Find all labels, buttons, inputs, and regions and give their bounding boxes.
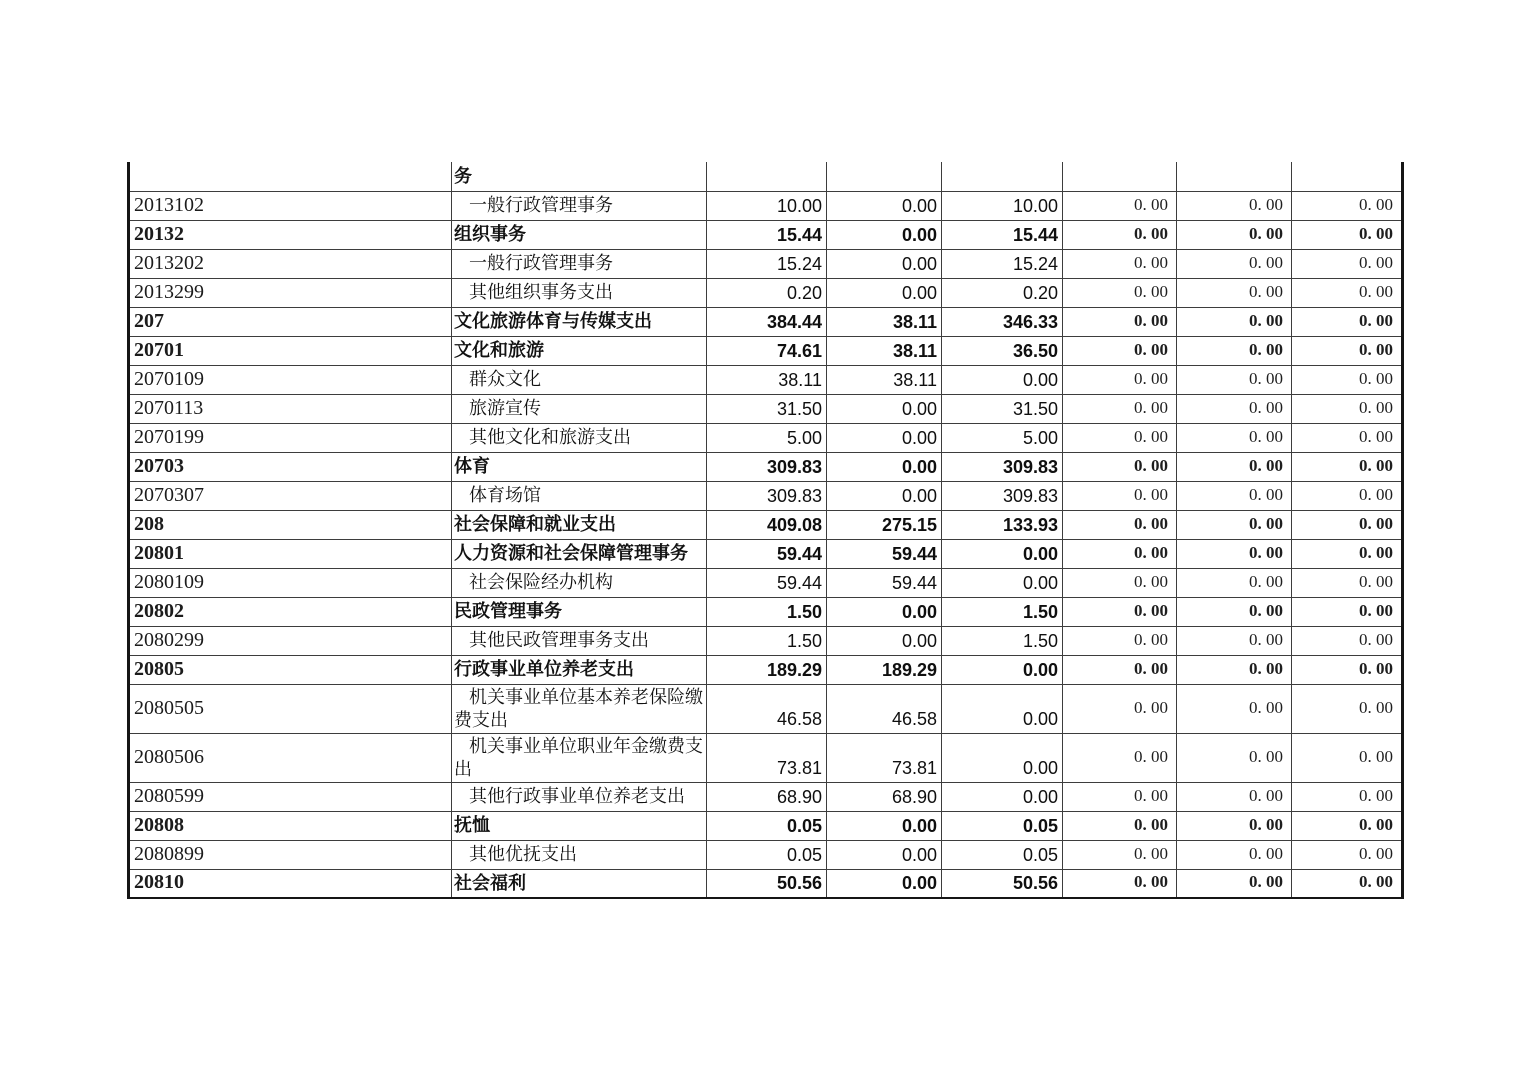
row-value-cell-1: 15.24 <box>707 249 827 278</box>
row-value-cell-4: 0. 00 <box>1063 452 1177 481</box>
row-value-cell-6: 0. 00 <box>1292 811 1403 840</box>
row-code-cell: 2080505 <box>129 684 452 733</box>
row-value-cell-3: 0.00 <box>942 655 1063 684</box>
row-value-cell-4: 0. 00 <box>1063 811 1177 840</box>
row-value-cell-6: 0. 00 <box>1292 626 1403 655</box>
row-value-cell-5: 0. 00 <box>1177 733 1292 782</box>
row-value-cell-1: 38.11 <box>707 365 827 394</box>
row-name-cell: 一般行政管理事务 <box>452 249 707 278</box>
row-value-cell-5: 0. 00 <box>1177 423 1292 452</box>
row-value-cell-1: 189.29 <box>707 655 827 684</box>
row-value-cell-5 <box>1177 162 1292 191</box>
row-code-cell: 2080899 <box>129 840 452 869</box>
row-value-cell-4: 0. 00 <box>1063 336 1177 365</box>
row-value-cell-2: 0.00 <box>827 481 942 510</box>
row-value-cell-2: 46.58 <box>827 684 942 733</box>
row-value-cell-6: 0. 00 <box>1292 249 1403 278</box>
row-value-cell-2: 59.44 <box>827 568 942 597</box>
row-value-cell-2: 38.11 <box>827 307 942 336</box>
row-value-cell-3: 1.50 <box>942 626 1063 655</box>
row-value-cell-5: 0. 00 <box>1177 278 1292 307</box>
row-value-cell-6: 0. 00 <box>1292 510 1403 539</box>
row-value-cell-1: 0.20 <box>707 278 827 307</box>
table-row <box>129 568 1403 597</box>
row-value-cell-3: 309.83 <box>942 452 1063 481</box>
row-value-cell-4: 0. 00 <box>1063 220 1177 249</box>
row-name-cell: 群众文化 <box>452 365 707 394</box>
row-code-cell: 2080109 <box>129 568 452 597</box>
row-value-cell-3: 133.93 <box>942 510 1063 539</box>
row-value-cell-2: 0.00 <box>827 811 942 840</box>
row-value-cell-1: 31.50 <box>707 394 827 423</box>
table-row <box>129 220 1403 249</box>
row-value-cell-4: 0. 00 <box>1063 655 1177 684</box>
row-name-cell: 务 <box>452 162 707 191</box>
row-value-cell-2: 38.11 <box>827 365 942 394</box>
row-name-cell: 其他优抚支出 <box>452 840 707 869</box>
budget-table-body <box>129 162 1403 898</box>
row-value-cell-3: 0.00 <box>942 365 1063 394</box>
row-name-cell: 体育场馆 <box>452 481 707 510</box>
table-row <box>129 278 1403 307</box>
row-name-cell: 其他行政事业单位养老支出 <box>452 782 707 811</box>
row-name-cell: 旅游宣传 <box>452 394 707 423</box>
row-value-cell-5: 0. 00 <box>1177 510 1292 539</box>
row-value-cell-1: 1.50 <box>707 597 827 626</box>
table-row <box>129 869 1403 898</box>
row-value-cell-4: 0. 00 <box>1063 365 1177 394</box>
row-value-cell-1: 46.58 <box>707 684 827 733</box>
row-value-cell-6: 0. 00 <box>1292 655 1403 684</box>
row-name-cell: 其他组织事务支出 <box>452 278 707 307</box>
table-row <box>129 423 1403 452</box>
table-row <box>129 684 1403 733</box>
row-value-cell-2: 0.00 <box>827 869 942 898</box>
table-row <box>129 626 1403 655</box>
row-value-cell-5: 0. 00 <box>1177 626 1292 655</box>
table-row <box>129 307 1403 336</box>
row-value-cell-3: 5.00 <box>942 423 1063 452</box>
row-code-cell: 2070109 <box>129 365 452 394</box>
row-value-cell-5: 0. 00 <box>1177 394 1292 423</box>
row-value-cell-1: 1.50 <box>707 626 827 655</box>
row-value-cell-2: 0.00 <box>827 452 942 481</box>
row-name-cell: 其他民政管理事务支出 <box>452 626 707 655</box>
row-code-cell: 2013102 <box>129 191 452 220</box>
row-value-cell-3: 10.00 <box>942 191 1063 220</box>
row-code-cell: 20801 <box>129 539 452 568</box>
row-value-cell-4: 0. 00 <box>1063 278 1177 307</box>
table-row <box>129 249 1403 278</box>
row-name-cell: 抚恤 <box>452 811 707 840</box>
row-value-cell-2: 59.44 <box>827 539 942 568</box>
row-name-cell: 一般行政管理事务 <box>452 191 707 220</box>
row-code-cell: 208 <box>129 510 452 539</box>
row-value-cell-1 <box>707 162 827 191</box>
row-value-cell-1: 5.00 <box>707 423 827 452</box>
table-row <box>129 811 1403 840</box>
row-value-cell-5: 0. 00 <box>1177 249 1292 278</box>
row-name-cell: 其他文化和旅游支出 <box>452 423 707 452</box>
table-row <box>129 733 1403 782</box>
row-value-cell-1: 59.44 <box>707 539 827 568</box>
row-value-cell-5: 0. 00 <box>1177 365 1292 394</box>
row-value-cell-6: 0. 00 <box>1292 481 1403 510</box>
row-name-cell: 文化和旅游 <box>452 336 707 365</box>
row-name-cell: 机关事业单位职业年金缴费支出 <box>452 733 707 782</box>
row-value-cell-6: 0. 00 <box>1292 423 1403 452</box>
row-value-cell-6: 0. 00 <box>1292 539 1403 568</box>
row-name-cell: 机关事业单位基本养老保险缴费支出 <box>452 684 707 733</box>
row-value-cell-6: 0. 00 <box>1292 452 1403 481</box>
table-row <box>129 191 1403 220</box>
row-value-cell-3: 0.00 <box>942 539 1063 568</box>
row-value-cell-4: 0. 00 <box>1063 539 1177 568</box>
row-code-cell: 20701 <box>129 336 452 365</box>
row-name-cell: 社会福利 <box>452 869 707 898</box>
row-value-cell-3: 0.20 <box>942 278 1063 307</box>
table-row <box>129 510 1403 539</box>
row-value-cell-2: 38.11 <box>827 336 942 365</box>
table-row <box>129 162 1403 191</box>
row-value-cell-3: 0.00 <box>942 684 1063 733</box>
row-value-cell-6: 0. 00 <box>1292 568 1403 597</box>
row-value-cell-5: 0. 00 <box>1177 452 1292 481</box>
row-code-cell: 2080599 <box>129 782 452 811</box>
row-value-cell-2: 0.00 <box>827 220 942 249</box>
row-value-cell-1: 50.56 <box>707 869 827 898</box>
row-value-cell-3: 0.05 <box>942 811 1063 840</box>
row-value-cell-2: 0.00 <box>827 840 942 869</box>
row-value-cell-6: 0. 00 <box>1292 191 1403 220</box>
table-row <box>129 539 1403 568</box>
row-code-cell: 2070199 <box>129 423 452 452</box>
row-code-cell <box>129 162 452 191</box>
row-value-cell-6: 0. 00 <box>1292 733 1403 782</box>
row-value-cell-3: 0.05 <box>942 840 1063 869</box>
row-value-cell-5: 0. 00 <box>1177 336 1292 365</box>
row-value-cell-3: 36.50 <box>942 336 1063 365</box>
row-value-cell-1: 409.08 <box>707 510 827 539</box>
row-value-cell-3 <box>942 162 1063 191</box>
row-value-cell-2: 0.00 <box>827 249 942 278</box>
row-value-cell-6: 0. 00 <box>1292 394 1403 423</box>
row-code-cell: 2080299 <box>129 626 452 655</box>
row-value-cell-5: 0. 00 <box>1177 481 1292 510</box>
row-value-cell-2: 189.29 <box>827 655 942 684</box>
row-value-cell-5: 0. 00 <box>1177 307 1292 336</box>
row-value-cell-1: 10.00 <box>707 191 827 220</box>
row-name-cell: 体育 <box>452 452 707 481</box>
row-value-cell-5: 0. 00 <box>1177 191 1292 220</box>
row-value-cell-2: 275.15 <box>827 510 942 539</box>
table-row <box>129 597 1403 626</box>
budget-expenditure-table <box>127 162 1404 899</box>
row-value-cell-2: 0.00 <box>827 394 942 423</box>
row-value-cell-6: 0. 00 <box>1292 840 1403 869</box>
row-value-cell-4: 0. 00 <box>1063 597 1177 626</box>
row-value-cell-5: 0. 00 <box>1177 597 1292 626</box>
row-value-cell-1: 15.44 <box>707 220 827 249</box>
row-value-cell-1: 309.83 <box>707 452 827 481</box>
row-value-cell-1: 73.81 <box>707 733 827 782</box>
row-name-cell: 行政事业单位养老支出 <box>452 655 707 684</box>
row-code-cell: 2013299 <box>129 278 452 307</box>
row-value-cell-4: 0. 00 <box>1063 191 1177 220</box>
row-name-cell: 人力资源和社会保障管理事务 <box>452 539 707 568</box>
row-code-cell: 2070307 <box>129 481 452 510</box>
row-value-cell-4: 0. 00 <box>1063 626 1177 655</box>
row-value-cell-6: 0. 00 <box>1292 782 1403 811</box>
row-value-cell-3: 309.83 <box>942 481 1063 510</box>
table-row <box>129 481 1403 510</box>
row-value-cell-1: 68.90 <box>707 782 827 811</box>
row-code-cell: 20810 <box>129 869 452 898</box>
row-value-cell-3: 0.00 <box>942 568 1063 597</box>
row-value-cell-5: 0. 00 <box>1177 568 1292 597</box>
row-value-cell-3: 15.44 <box>942 220 1063 249</box>
row-value-cell-6: 0. 00 <box>1292 336 1403 365</box>
row-value-cell-6: 0. 00 <box>1292 365 1403 394</box>
row-value-cell-6: 0. 00 <box>1292 869 1403 898</box>
row-value-cell-5: 0. 00 <box>1177 220 1292 249</box>
row-value-cell-4: 0. 00 <box>1063 510 1177 539</box>
row-name-cell: 社会保障和就业支出 <box>452 510 707 539</box>
row-value-cell-5: 0. 00 <box>1177 782 1292 811</box>
row-value-cell-5: 0. 00 <box>1177 684 1292 733</box>
row-value-cell-6: 0. 00 <box>1292 684 1403 733</box>
table-row <box>129 782 1403 811</box>
row-value-cell-2: 73.81 <box>827 733 942 782</box>
row-value-cell-3: 0.00 <box>942 733 1063 782</box>
row-value-cell-1: 74.61 <box>707 336 827 365</box>
row-value-cell-3: 346.33 <box>942 307 1063 336</box>
row-code-cell: 20132 <box>129 220 452 249</box>
row-value-cell-4: 0. 00 <box>1063 733 1177 782</box>
table-row <box>129 365 1403 394</box>
row-value-cell-4: 0. 00 <box>1063 423 1177 452</box>
row-value-cell-6: 0. 00 <box>1292 307 1403 336</box>
row-value-cell-5: 0. 00 <box>1177 655 1292 684</box>
table-row <box>129 840 1403 869</box>
row-value-cell-3: 31.50 <box>942 394 1063 423</box>
table-row <box>129 394 1403 423</box>
row-value-cell-5: 0. 00 <box>1177 869 1292 898</box>
row-value-cell-4: 0. 00 <box>1063 684 1177 733</box>
row-value-cell-2: 0.00 <box>827 423 942 452</box>
row-value-cell-5: 0. 00 <box>1177 539 1292 568</box>
row-value-cell-2 <box>827 162 942 191</box>
row-value-cell-2: 0.00 <box>827 278 942 307</box>
row-value-cell-1: 59.44 <box>707 568 827 597</box>
row-value-cell-4: 0. 00 <box>1063 481 1177 510</box>
row-value-cell-6: 0. 00 <box>1292 597 1403 626</box>
row-value-cell-1: 0.05 <box>707 811 827 840</box>
row-value-cell-3: 0.00 <box>942 782 1063 811</box>
row-value-cell-1: 309.83 <box>707 481 827 510</box>
row-code-cell: 207 <box>129 307 452 336</box>
row-name-cell: 民政管理事务 <box>452 597 707 626</box>
row-value-cell-4: 0. 00 <box>1063 568 1177 597</box>
row-value-cell-4: 0. 00 <box>1063 782 1177 811</box>
row-value-cell-1: 0.05 <box>707 840 827 869</box>
row-code-cell: 2013202 <box>129 249 452 278</box>
row-value-cell-4 <box>1063 162 1177 191</box>
row-value-cell-5: 0. 00 <box>1177 811 1292 840</box>
row-code-cell: 20808 <box>129 811 452 840</box>
row-value-cell-4: 0. 00 <box>1063 307 1177 336</box>
row-value-cell-3: 1.50 <box>942 597 1063 626</box>
row-value-cell-2: 0.00 <box>827 626 942 655</box>
row-name-cell: 组织事务 <box>452 220 707 249</box>
row-value-cell-4: 0. 00 <box>1063 249 1177 278</box>
row-value-cell-6 <box>1292 162 1403 191</box>
row-code-cell: 20802 <box>129 597 452 626</box>
row-value-cell-2: 0.00 <box>827 191 942 220</box>
row-value-cell-3: 15.24 <box>942 249 1063 278</box>
row-code-cell: 2080506 <box>129 733 452 782</box>
row-code-cell: 20805 <box>129 655 452 684</box>
table-row <box>129 452 1403 481</box>
row-value-cell-4: 0. 00 <box>1063 869 1177 898</box>
row-value-cell-4: 0. 00 <box>1063 840 1177 869</box>
table-row <box>129 336 1403 365</box>
table-row <box>129 655 1403 684</box>
row-name-cell: 社会保险经办机构 <box>452 568 707 597</box>
row-value-cell-2: 0.00 <box>827 597 942 626</box>
row-name-cell: 文化旅游体育与传媒支出 <box>452 307 707 336</box>
row-code-cell: 2070113 <box>129 394 452 423</box>
row-value-cell-2: 68.90 <box>827 782 942 811</box>
row-value-cell-3: 50.56 <box>942 869 1063 898</box>
row-code-cell: 20703 <box>129 452 452 481</box>
row-value-cell-1: 384.44 <box>707 307 827 336</box>
row-value-cell-6: 0. 00 <box>1292 220 1403 249</box>
row-value-cell-4: 0. 00 <box>1063 394 1177 423</box>
row-value-cell-5: 0. 00 <box>1177 840 1292 869</box>
row-value-cell-6: 0. 00 <box>1292 278 1403 307</box>
